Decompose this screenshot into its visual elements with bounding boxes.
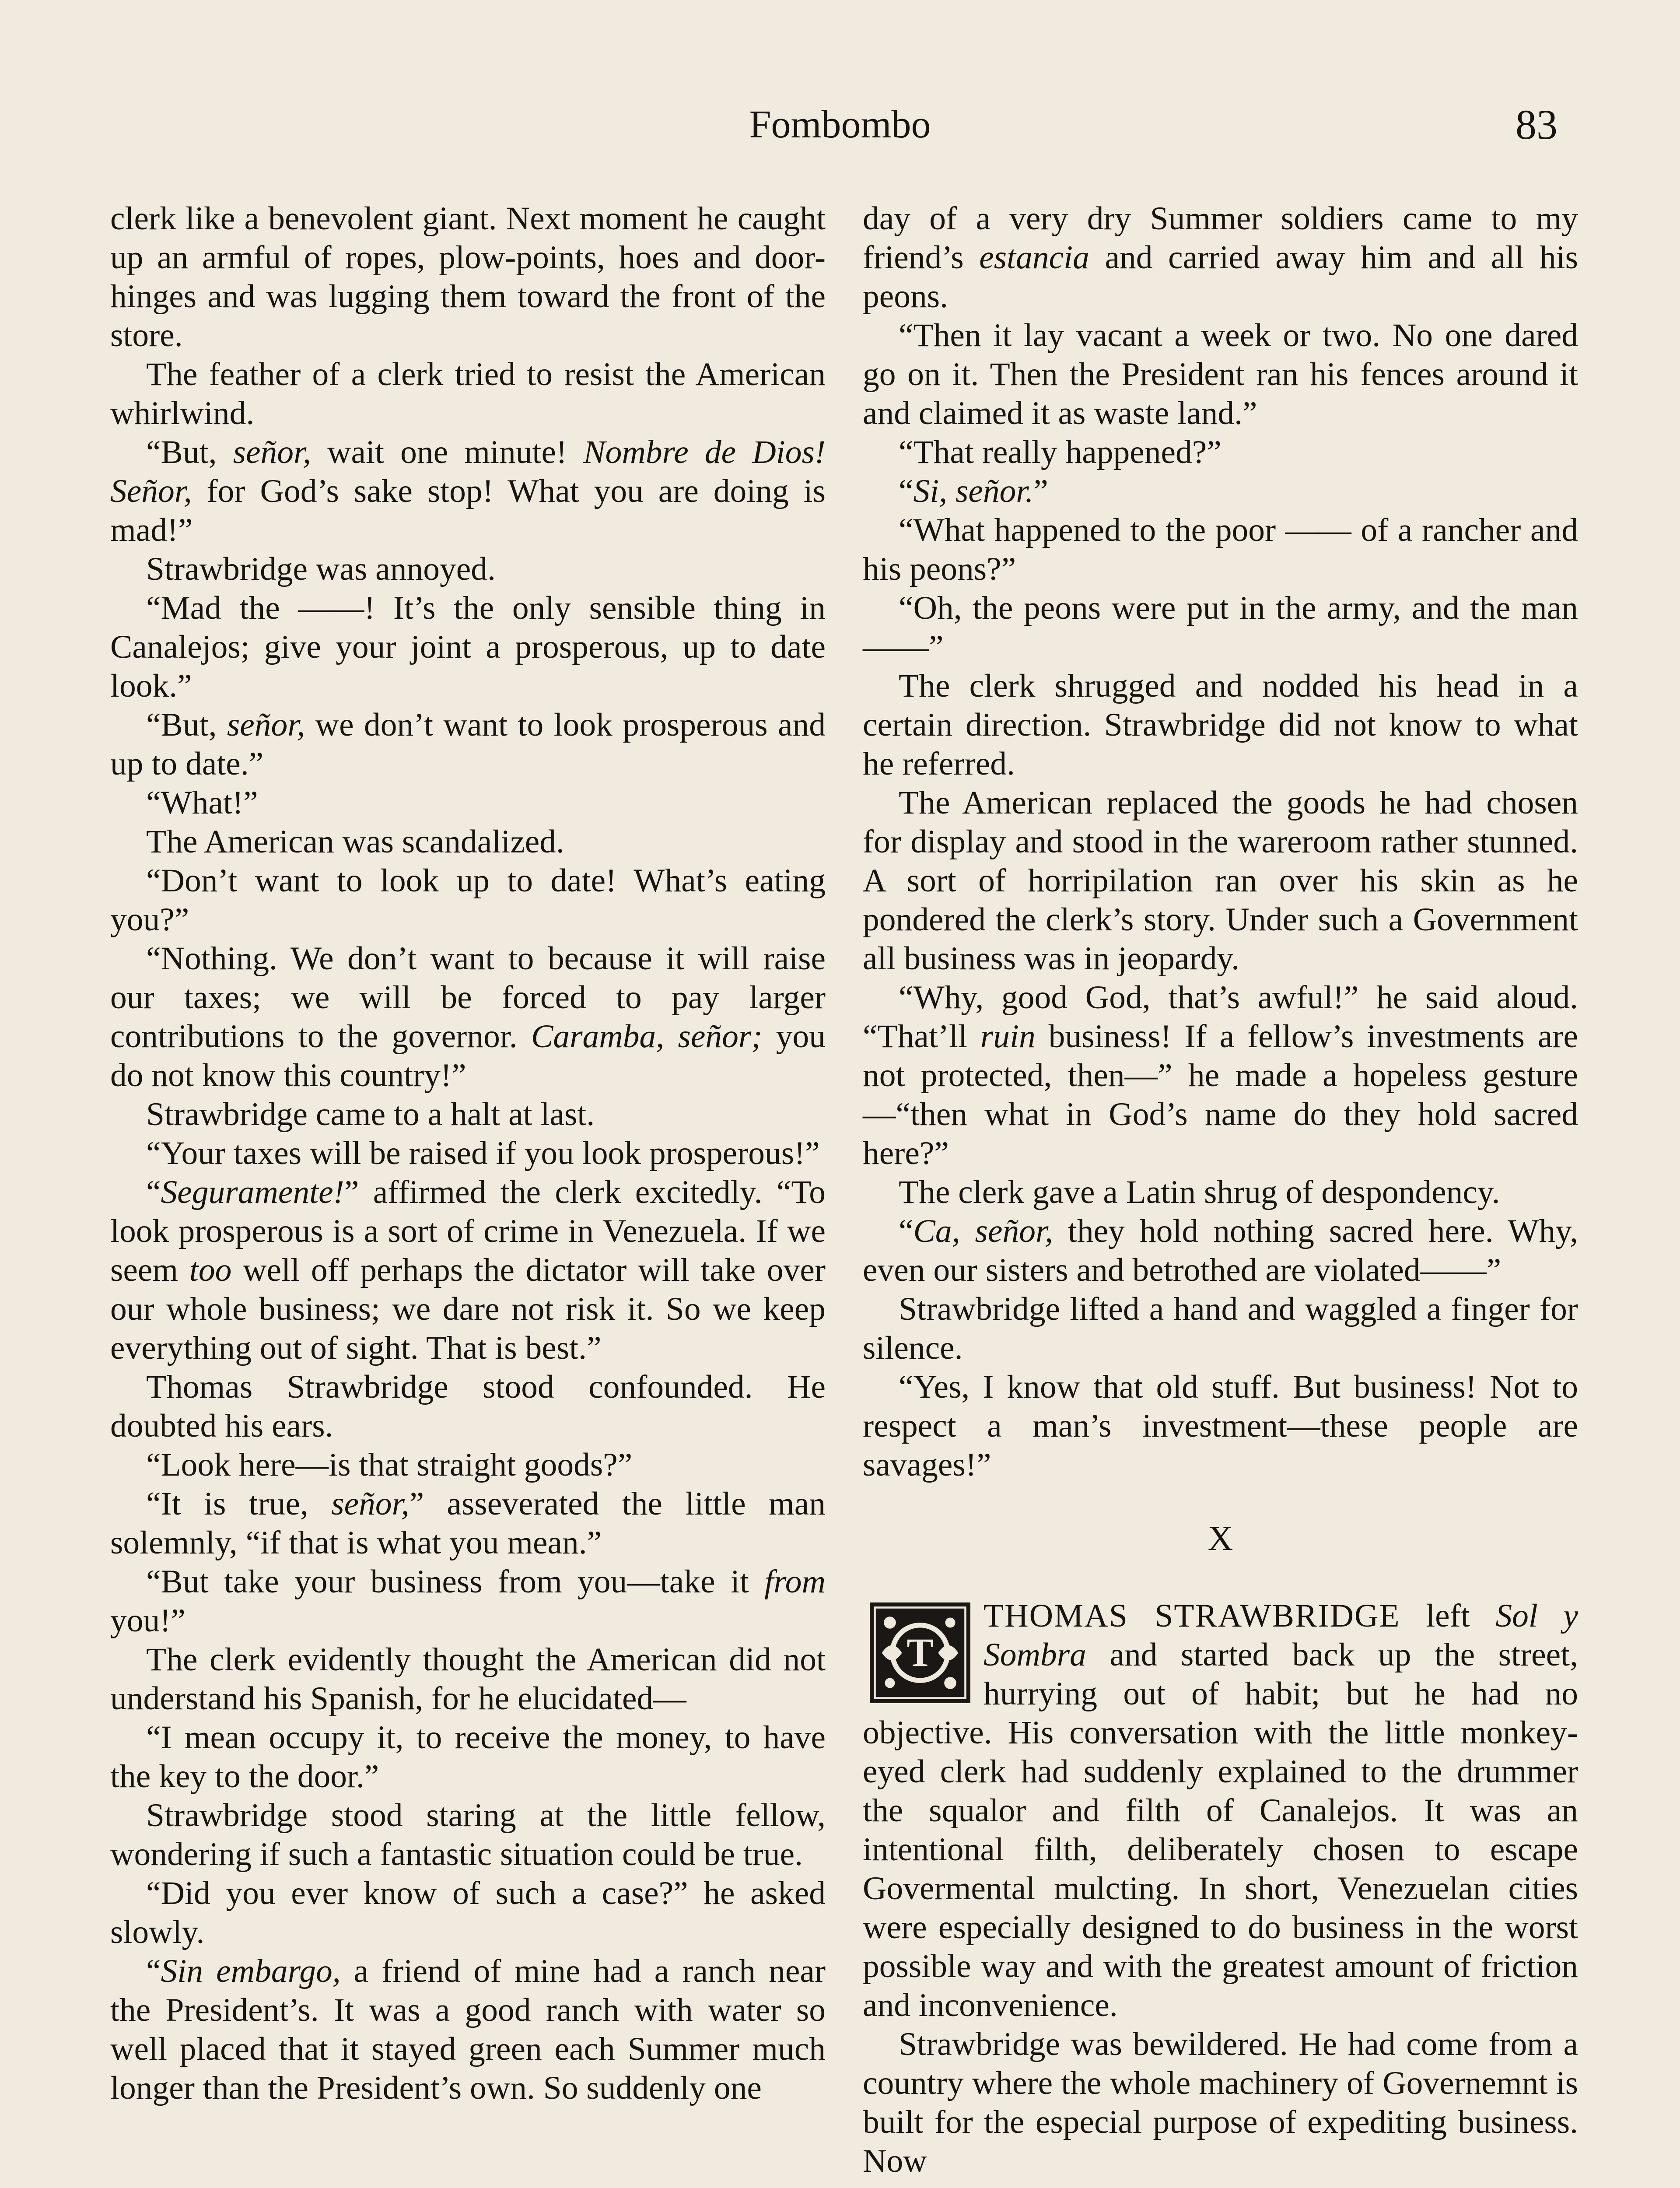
paragraph: T THOMAS STRAWBRIDGE left Sol y Sombra and started back up the street, hurrying out of habit; but he had no objective. His conversation with the little monkey-eyed clerk had suddenly explained to the drummer the squalor and filth of Canalejos. It was an intentional filth, deliberately chosen to escape Govermental mulcting. In short, Venezuelan cities were especially designed to do business in the worst possible way and with the greatest amount of friction and inconvenience. <box>863 1598 1578 2023</box>
dropcap-letter: T <box>906 1630 934 1675</box>
paragraph: “Then it lay vacant a week or two. No one dared go on it. Then the President ran his fences around it and claimed it as waste land.” <box>863 317 1578 431</box>
page-number: 83 <box>1516 101 1558 148</box>
italic-text: from <box>764 1564 826 1600</box>
left-column <box>110 199 826 2107</box>
italic-text: señor, <box>233 434 311 470</box>
paragraph: “Did you ever know of such a case?” he asked slowly. <box>110 1875 826 1950</box>
paragraph: “Ca, señor, they hold nothing sacred here. Why, even our sisters and betrothed are violated——” <box>863 1213 1578 1288</box>
italic-text: Nombre de Dios! <box>583 434 826 470</box>
paragraph: “But take your business from you—take it from you!” <box>110 1564 826 1639</box>
dropcap-ornament-icon <box>870 1602 970 1703</box>
paragraph: The American replaced the goods he had chosen for display and stood in the wareroom rather stunned. A sort of horripilation ran over his skin as he pondered the clerk’s story. Under such a Government all business was in jeopardy. <box>863 785 1578 977</box>
section-heading: X <box>1208 1519 1233 1558</box>
paragraph: “Your taxes will be raised if you look prosperous!” <box>146 1135 820 1171</box>
italic-text: Señor, <box>110 473 192 509</box>
paragraph: Strawbridge lifted a hand and waggled a finger for silence. <box>863 1291 1578 1366</box>
italic-text: Sol y Sombra <box>984 1598 1578 1673</box>
small-caps-text: THOMAS STRAWBRIDGE <box>984 1598 1400 1634</box>
paragraph: “Don’t want to look up to date! What’s eating you?” <box>110 863 826 938</box>
paragraph: Strawbridge was annoyed. <box>146 551 496 587</box>
italic-text: Seguramente! <box>161 1174 344 1210</box>
paragraph: “But, señor, wait one minute! Nombre de Dios! Señor, for God’s sake stop! What you are doing is mad!” <box>110 434 826 548</box>
paragraph: “Why, good God, that’s awful!” he said aloud. “That’ll ruin business! If a fellow’s investments are not protected, then—” he made a hopeless gesture—“then what in God’s name do they hold sacred here?” <box>863 979 1578 1171</box>
running-title: Fombombo <box>749 103 931 146</box>
italic-text: Ca, señor, <box>913 1213 1053 1249</box>
italic-text: ruin <box>980 1018 1036 1055</box>
paragraph: “Seguramente!” affirmed the clerk excitedly. “To look prosperous is a sort of crime in Venezuela. If we seem too well off perhaps the dictator will take over our whole business; we dare not risk it. So we keep everything out of sight. That is best.” <box>110 1174 826 1366</box>
paragraph: Strawbridge stood staring at the little fellow, wondering if such a fantastic situation could be true. <box>110 1797 826 1872</box>
page-header <box>109 98 1571 151</box>
italic-text: Si, señor. <box>913 473 1034 509</box>
paragraph: day of a very dry Summer soldiers came to my friend’s estancia and carried away him and all his peons. <box>863 200 1578 315</box>
paragraph: “That really happened?” <box>899 434 1222 470</box>
italic-text: estancia <box>979 239 1089 276</box>
paragraph: The clerk shrugged and nodded his head in a certain direction. Strawbridge did not know to what he referred. <box>863 668 1578 782</box>
paragraph: The clerk gave a Latin shrug of despondency. <box>899 1174 1500 1210</box>
italic-text: Caramba, señor; <box>531 1018 763 1055</box>
right-column <box>863 199 1578 2181</box>
paragraph: The American was scandalized. <box>146 824 564 860</box>
paragraph: Strawbridge came to a halt at last. <box>146 1096 595 1133</box>
paragraph: “What!” <box>146 785 258 821</box>
italic-text: too <box>189 1252 232 1288</box>
paragraph: Thomas Strawbridge stood confounded. He doubted his ears. <box>110 1369 826 1444</box>
paragraph: Strawbridge was bewildered. He had come from a country where the whole machinery of Governemnt is built for the especial purpose of expediting business. Now <box>863 2026 1578 2179</box>
paragraph: “Sin embargo, a friend of mine had a ranch near the President’s. It was a good ranch with water so well placed that it stayed green each Summer much longer than the President’s own. So suddenly one <box>110 1953 826 2106</box>
paragraph: “Si, señor.” <box>899 473 1048 509</box>
dropcap <box>870 1602 970 1703</box>
paragraph: “It is true, señor,” asseverated the little man solemnly, “if that is what you mean.” <box>110 1486 826 1561</box>
paragraph: “Oh, the peons were put in the army, and the man——” <box>863 590 1578 665</box>
paragraph: “Nothing. We don’t want to because it will raise our taxes; we will be forced to pay larger contributions to the governor. Caramba, señor; you do not know this country!” <box>110 940 826 1094</box>
paragraph: clerk like a benevolent giant. Next moment he caught up an armful of ropes, plow-points, hoes and door-hinges and was lugging them toward the front of the store. <box>110 200 826 354</box>
paragraph: “Look here—is that straight goods?” <box>146 1447 633 1483</box>
paragraph: The feather of a clerk tried to resist the American whirlwind. <box>110 356 826 431</box>
paragraph: “But, señor, we don’t want to look prosperous and up to date.” <box>110 707 826 782</box>
italic-text: señor, <box>227 707 305 743</box>
italic-text: señor, <box>331 1486 410 1522</box>
paragraph: “Mad the ——! It’s the only sensible thing in Canalejos; give your joint a prosperous, up to date look.” <box>110 590 826 704</box>
paragraph: “I mean occupy it, to receive the money, to have the key to the door.” <box>110 1719 826 1795</box>
paragraph: “What happened to the poor —— of a rancher and his peons?” <box>863 512 1578 587</box>
paragraph: “Yes, I know that old stuff. But business! Not to respect a man’s investment—these people are savages!” <box>863 1369 1578 1483</box>
italic-text: Sin embargo, <box>161 1953 341 1989</box>
paragraph: The clerk evidently thought the American did not understand his Spanish, for he elucidated— <box>110 1641 826 1717</box>
